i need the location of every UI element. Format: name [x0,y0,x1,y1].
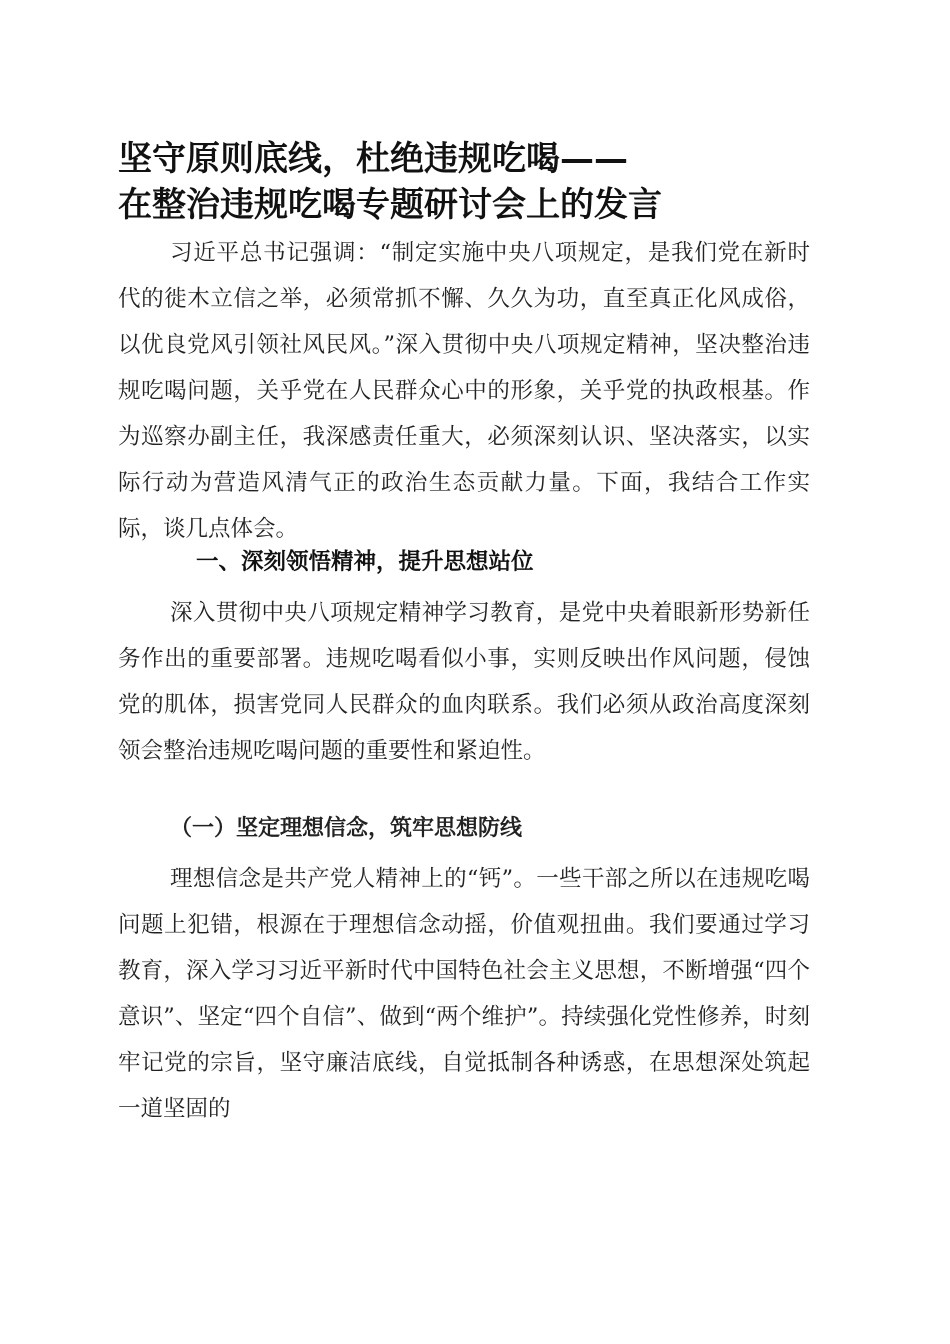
section-1-paragraph: 深入贯彻中央八项规定精神学习教育，是党中央着眼新形势新任务作出的重要部署。违规吃喝看似小事，实则反映出作风问题，侵蚀党的肌体，损害党同人民群众的血肉联系。我们必须从政治高度深刻领会整治违规吃喝问题的重要性和紧迫性。 [118,600,810,764]
subsection-1-heading: （一）坚定理想信念，筑牢思想防线 [170,815,523,841]
subsection-1-paragraph: 理想信念是共产党人精神上的“钙”。一些干部之所以在违规吃喝问题上犯错，根源在于理想信念动摇，价值观扭曲。我们要通过学习教育，深入学习习近平新时代中国特色社会主义思想，不断增强“四个意识”、坚定“四个自信”、做到“两个维护”。持续强化党性修养，时刻牢记党的宗旨，坚守廉洁底线，自觉抵制各种诱惑，在思想深处筑起一道坚固的 [118,866,810,1122]
document-title-line-2: 在整治违规吃喝专题研讨会上的发言 [118,185,662,225]
document-title-line-1: 坚守原则底线，杜绝违规吃喝—— [118,139,628,179]
section-1-heading: 一、深刻领悟精神，提升思想站位 [196,549,534,575]
intro-paragraph: 习近平总书记强调：“制定实施中央八项规定，是我们党在新时代的徙木立信之举，必须常抓不懈、久久为功，直至真正化风成俗，以优良党风引领社风民风。”深入贯彻中央八项规定精神，坚决整治违规吃喝问题，关乎党在人民群众心中的形象，关乎党的执政根基。作为巡察办副主任，我深感责任重大，必须深刻认识、坚决落实，以实际行动为营造风清气正的政治生态贡献力量。下面，我结合工作实际，谈几点体会。 [118,240,810,542]
